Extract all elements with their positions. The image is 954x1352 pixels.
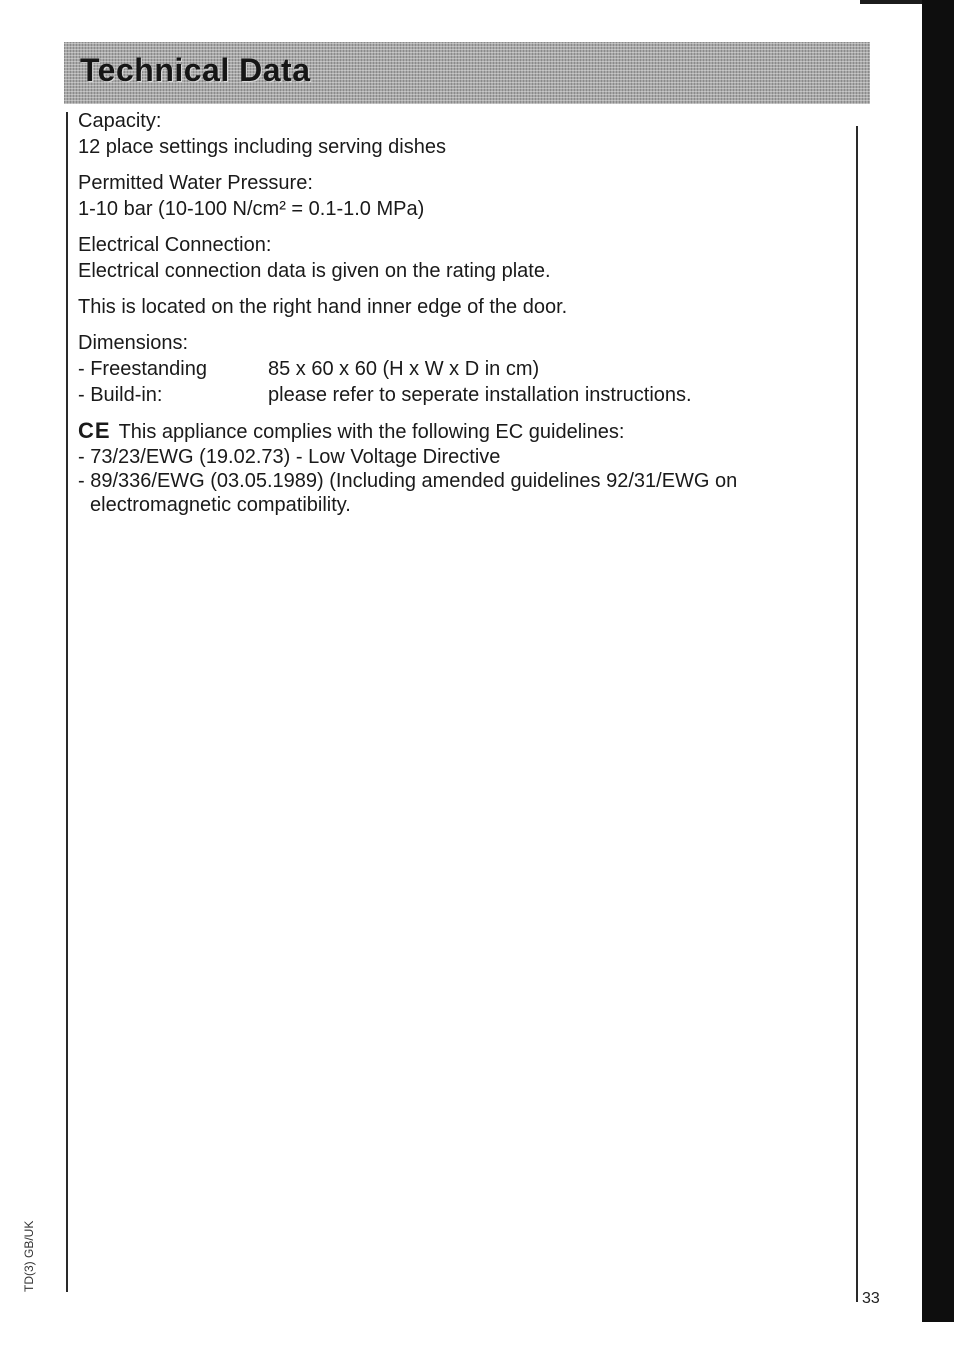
compliance-intro: This appliance complies with the following EC guidelines: bbox=[118, 421, 625, 443]
compliance-item: - 89/336/EWG (03.05.1989) (Including amended guidelines 92/31/EWG on electromagnetic compatibility. bbox=[78, 470, 738, 516]
water-pressure-label: Permitted Water Pressure: bbox=[78, 172, 313, 194]
capacity-section bbox=[78, 108, 838, 160]
compliance-section bbox=[78, 418, 838, 517]
water-pressure-section bbox=[78, 170, 838, 222]
dimensions-row-freestanding bbox=[78, 356, 838, 382]
capacity-value: 12 place settings including serving dishes bbox=[78, 136, 446, 158]
dimensions-row-value: please refer to seperate installation instructions. bbox=[268, 384, 692, 406]
section-header bbox=[64, 42, 870, 104]
page-title: Technical Data bbox=[80, 52, 311, 88]
dimensions-row-value: 85 x 60 x 60 (H x W x D in cm) bbox=[268, 358, 540, 380]
dimensions-section bbox=[78, 330, 838, 408]
dimensions-row-label: - Build-in: bbox=[78, 384, 163, 406]
document-code: TD(3) GB/UK bbox=[22, 1220, 36, 1292]
location-note-section bbox=[78, 294, 838, 320]
technical-data-body bbox=[78, 108, 838, 527]
left-margin-rule bbox=[66, 112, 68, 1292]
electrical-section bbox=[78, 232, 838, 284]
capacity-label: Capacity: bbox=[78, 110, 162, 132]
right-margin-rule bbox=[856, 126, 858, 1302]
scan-edge-right bbox=[922, 0, 954, 1322]
compliance-item: - 73/23/EWG (19.02.73) - Low Voltage Directive bbox=[78, 446, 501, 468]
location-note: This is located on the right hand inner edge of the door. bbox=[78, 296, 568, 318]
ce-mark-icon: CE bbox=[78, 418, 111, 443]
electrical-label: Electrical Connection: bbox=[78, 234, 272, 256]
dimensions-label: Dimensions: bbox=[78, 332, 189, 354]
dimensions-row-build-in bbox=[78, 382, 838, 408]
dimensions-row-label: - Freestanding bbox=[78, 358, 207, 380]
compliance-intro-line bbox=[78, 418, 838, 445]
page-number: 33 bbox=[862, 1290, 880, 1307]
water-pressure-value: 1-10 bar (10-100 N/cm² = 0.1-1.0 MPa) bbox=[78, 198, 425, 220]
electrical-value: Electrical connection data is given on the rating plate. bbox=[78, 260, 551, 282]
